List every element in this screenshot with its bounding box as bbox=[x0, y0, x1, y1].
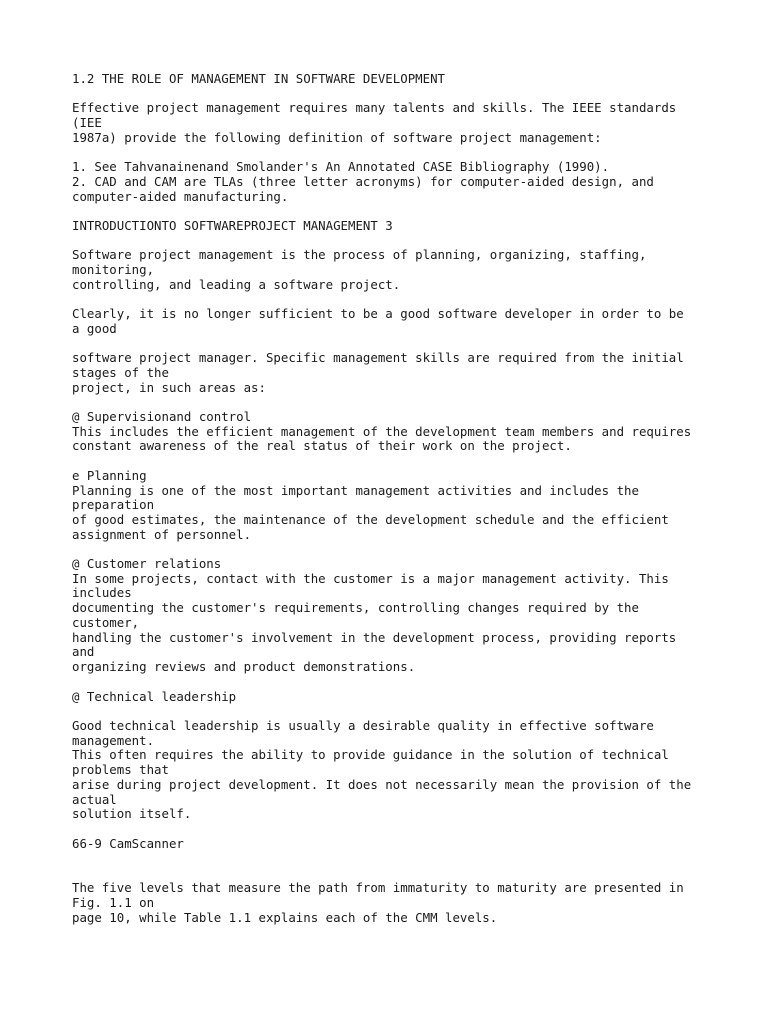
footnotes: 1. See Tahvanainenand Smolander's An Annotated CASE Bibliography (1990). 2. CAD and CAM are TLAs (three letter acronyms) for computer-aided design, and computer-aided manufacturing. bbox=[72, 159, 654, 204]
supervision-item: @ Supervisionand control This includes the efficient management of the development team members and requires constant awareness of the real status of their work on the project. bbox=[72, 409, 692, 454]
document-page bbox=[72, 72, 712, 925]
clearly-paragraph: Clearly, it is no longer sufficient to be a good software developer in order to be a good bbox=[72, 306, 684, 336]
technical-leadership-body: Good technical leadership is usually a desirable quality in effective software management. This often requires the ability to provide guidance in the solution of technical problems that arise during project development. It does not necessarily mean the provision of the actual solution itself. bbox=[72, 718, 692, 822]
cmm-levels-paragraph: The five levels that measure the path from immaturity to maturity are presented in Fig. 1.1 on page 10, while Table 1.1 explains each of the CMM levels. bbox=[72, 880, 684, 925]
camscanner-note: 66-9 CamScanner bbox=[72, 836, 184, 851]
planning-item: e Planning Planning is one of the most important management activities and includes the preparation of good estimates, the maintenance of the development schedule and the efficient assignment of personnel. bbox=[72, 467, 669, 542]
running-header: INTRODUCTIONTO SOFTWAREPROJECT MANAGEMENT 3 bbox=[72, 217, 393, 233]
customer-relations-item: @ Customer relations In some projects, contact with the customer is a major management activity. This includes documenting the customer's requirements, controlling changes required by the customer, handling the customer's involvement in the development process, providing reports and organizing reviews and product demonstrations. bbox=[72, 556, 677, 674]
definition-paragraph: Software project management is the process of planning, organizing, staffing, monitoring, controlling, and leading a software project. bbox=[72, 247, 647, 292]
intro-paragraph: Effective project management requires many talents and skills. The IEEE standards (IEE 1987a) provide the following definition of software project management: bbox=[72, 100, 677, 145]
skills-intro-paragraph: software project manager. Specific management skills are required from the initial stages of the project, in such areas as: bbox=[72, 350, 684, 395]
technical-leadership-heading: @ Technical leadership bbox=[72, 688, 237, 704]
section-heading: 1.2 THE ROLE OF MANAGEMENT IN SOFTWARE DEVELOPMENT bbox=[72, 71, 445, 86]
